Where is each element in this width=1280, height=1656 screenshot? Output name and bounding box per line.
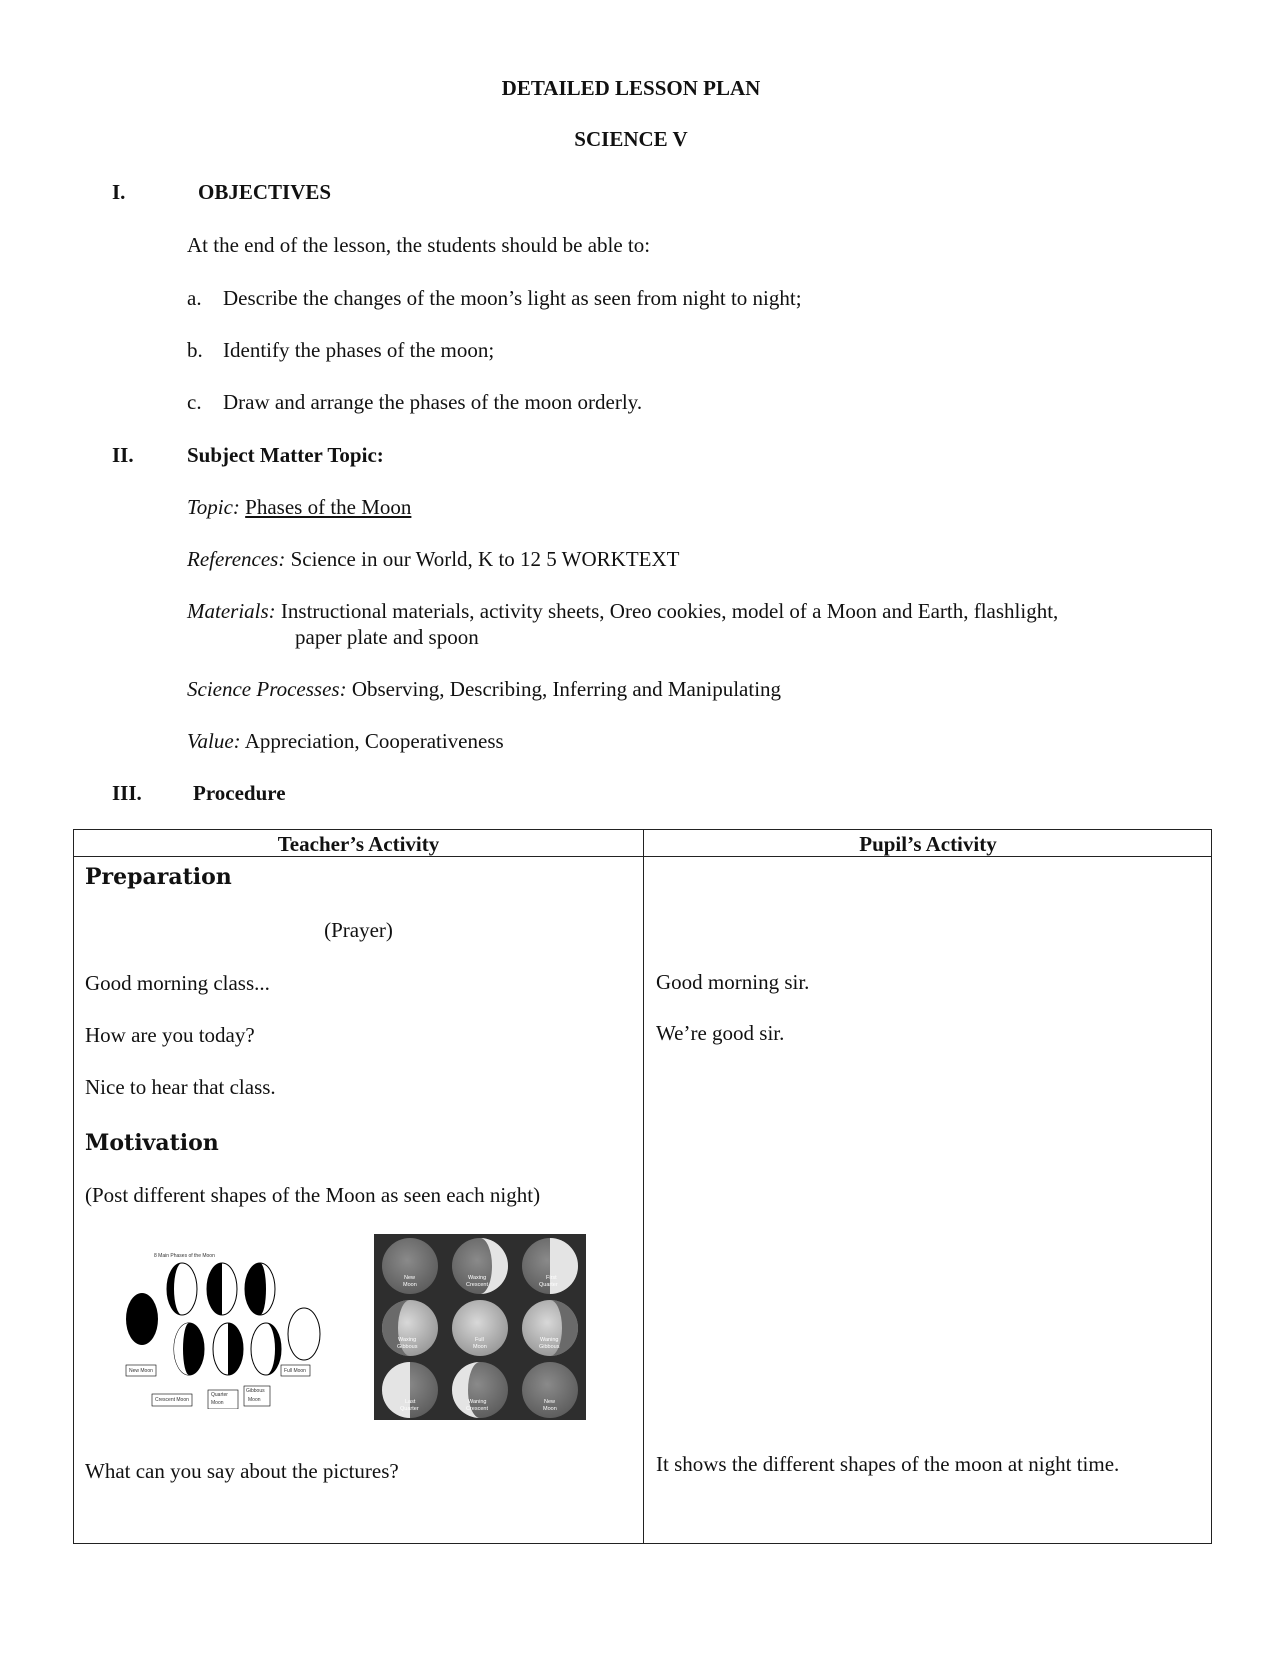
full-moon-shape — [288, 1308, 320, 1360]
references-label: References: — [187, 547, 286, 571]
pupil-response: We’re good sir. — [656, 1021, 785, 1045]
caption-new-2: New — [544, 1399, 556, 1405]
caption-crescent-2: Crescent — [466, 1406, 489, 1412]
pupil-picture-answer: It shows the different shapes of the moon at night time. — [656, 1452, 1120, 1476]
procedure-heading: Procedure — [193, 781, 286, 805]
caption-waxing-2: Waxing — [398, 1337, 417, 1343]
materials-value: Instructional materials, activity sheets, Oreo cookies, model of a Moon and Earth, flashlight, — [280, 599, 1059, 623]
motivation-instruction: (Post different shapes of the Moon as seen each night) — [85, 1183, 541, 1207]
teacher-picture-question: What can you say about the pictures? — [85, 1459, 399, 1483]
pupil-activity-header: Pupil’s Activity — [859, 832, 997, 856]
label-crescent-moon: Crescent Moon — [155, 1397, 189, 1403]
value-label: Value: — [187, 729, 241, 753]
teacher-greeting: Good morning class... — [85, 971, 270, 995]
objectives-intro: At the end of the lesson, the students should be able to: — [187, 233, 651, 257]
procedure-table — [73, 829, 1212, 1544]
value-value: Appreciation, Cooperativeness — [244, 729, 504, 753]
caption-moon-1: Moon — [403, 1282, 417, 1288]
objective-letter-c: c. — [187, 390, 202, 414]
pupil-greeting: Good morning sir. — [656, 970, 810, 994]
label-new-moon: New Moon — [129, 1368, 153, 1374]
caption-moon-3: Moon — [543, 1406, 557, 1412]
waxing-crescent-shape — [167, 1263, 197, 1315]
caption-full: Full — [475, 1337, 484, 1343]
moon-phases-photo-grid — [374, 1234, 586, 1420]
objective-text-a: Describe the changes of the moon’s light as seen from night to night; — [223, 286, 802, 310]
materials-line — [187, 598, 1058, 624]
label-gibbous-moon: Moon — [248, 1397, 261, 1403]
caption-waning-2: Waning — [468, 1399, 487, 1405]
label-gibbous: Gibbous — [246, 1388, 265, 1394]
materials-value-continued: paper plate and spoon — [295, 625, 479, 649]
waning-gibbous-shape — [174, 1323, 204, 1375]
photo-new-moon-2 — [522, 1362, 578, 1418]
objective-letter-b: b. — [187, 338, 203, 362]
caption-quarter-2: Quarter — [400, 1406, 419, 1412]
processes-line — [187, 676, 781, 702]
topic-label: Topic: — [187, 495, 240, 519]
section-numeral-1: I. — [112, 180, 126, 204]
table-column-divider — [643, 830, 644, 1543]
references-line — [187, 546, 679, 572]
processes-label: Science Processes: — [187, 677, 347, 701]
caption-gibbous-1: Gibbous — [397, 1344, 418, 1350]
subject-title: SCIENCE V — [574, 127, 688, 151]
section-numeral-2: II. — [112, 443, 134, 467]
photo-last-quarter — [382, 1362, 438, 1418]
materials-label: Materials: — [187, 599, 276, 623]
photo-first-quarter — [522, 1238, 578, 1294]
photo-waxing-gibbous — [382, 1300, 438, 1356]
caption-gibbous-2: Gibbous — [539, 1344, 560, 1350]
caption-moon-2: Moon — [473, 1344, 487, 1350]
photo-full-moon — [452, 1300, 508, 1356]
section-numeral-3: III. — [112, 781, 142, 805]
topic-line — [187, 494, 411, 520]
caption-waning-1: Waning — [540, 1337, 559, 1343]
moon-phases-diagram — [124, 1249, 324, 1409]
preparation-heading: Preparation — [85, 864, 232, 890]
caption-last: Last — [405, 1399, 416, 1405]
label-quarter-moon: Moon — [211, 1400, 224, 1406]
waxing-gibbous-shape — [245, 1263, 275, 1315]
photo-waxing-crescent — [452, 1238, 508, 1294]
first-quarter-shape — [207, 1263, 237, 1315]
photo-waning-gibbous — [522, 1300, 578, 1356]
objective-letter-a: a. — [187, 286, 202, 310]
caption-waxing-1: Waxing — [468, 1275, 487, 1281]
processes-value: Observing, Describing, Inferring and Manipulating — [351, 677, 782, 701]
diagram-title: 8 Main Phases of the Moon — [154, 1253, 215, 1259]
label-full-moon: Full Moon — [284, 1368, 306, 1374]
photo-waning-crescent — [452, 1362, 508, 1418]
document-title: DETAILED LESSON PLAN — [501, 76, 761, 100]
objective-text-c: Draw and arrange the phases of the moon orderly. — [223, 390, 643, 414]
topic-value: Phases of the Moon — [245, 495, 412, 519]
teacher-question-today: How are you today? — [85, 1023, 255, 1047]
objective-text-b: Identify the phases of the moon; — [223, 338, 495, 362]
label-quarter: Quarter — [211, 1392, 228, 1398]
value-line — [187, 728, 504, 754]
motivation-heading: Motivation — [85, 1130, 219, 1156]
waning-crescent-shape — [251, 1323, 281, 1375]
subject-matter-heading: Subject Matter Topic: — [187, 443, 384, 467]
new-moon-shape — [126, 1293, 158, 1345]
prayer-text: (Prayer) — [324, 918, 393, 942]
photo-new-moon — [382, 1238, 438, 1294]
references-value: Science in our World, K to 12 5 WORKTEXT — [290, 547, 680, 571]
caption-quarter-1: Quarter — [539, 1282, 558, 1288]
objectives-heading: OBJECTIVES — [198, 180, 332, 204]
caption-first: First — [546, 1275, 557, 1281]
caption-new-1: New — [404, 1275, 416, 1281]
teacher-activity-header: Teacher’s Activity — [277, 832, 440, 856]
caption-crescent-1: Crescent — [466, 1282, 489, 1288]
teacher-reply: Nice to hear that class. — [85, 1075, 276, 1099]
table-header-divider — [74, 856, 1211, 857]
last-quarter-shape — [213, 1323, 243, 1375]
